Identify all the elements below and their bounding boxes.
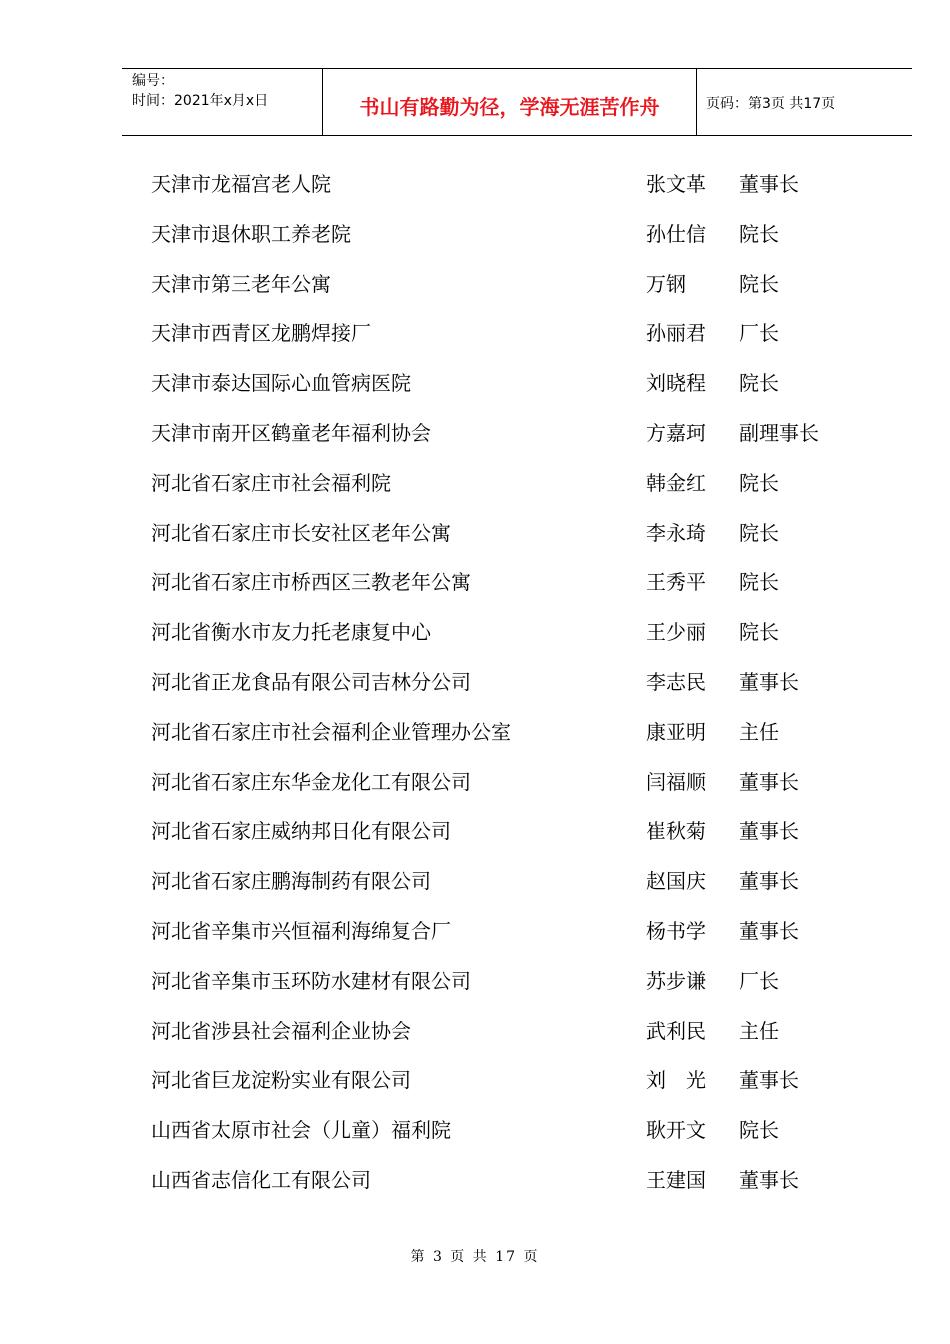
list-item [151,1007,851,1057]
person-name: 李志民 [646,669,706,694]
list-item [151,210,851,260]
organization-name: 山西省志信化工有限公司 [151,1167,371,1192]
organization-name: 山西省太原市社会（儿童）福利院 [151,1118,451,1143]
person-name: 苏步谦 [646,968,706,993]
position-title: 厂长 [739,321,779,346]
organization-name: 河北省正龙食品有限公司吉林分公司 [151,669,471,694]
organization-name: 河北省衡水市友力托老康复中心 [151,620,431,645]
header-divider [696,69,697,135]
person-name: 赵国庆 [646,869,706,894]
position-title: 院长 [739,271,779,296]
list-item [151,309,851,359]
header-page-number: 页码：第3页 共17页 [706,96,836,112]
position-title: 副理事长 [739,420,819,445]
position-title: 主任 [739,1018,779,1043]
organization-name: 河北省石家庄威纳邦日化有限公司 [151,819,451,844]
document-number-label: 编号： [132,73,174,89]
list-item [151,459,851,509]
header-meta [132,71,268,111]
person-name: 孙仕信 [646,221,706,246]
position-title: 董事长 [739,869,799,894]
organization-name: 河北省石家庄市长安社区老年公寓 [151,520,451,545]
position-title: 董事长 [739,172,799,196]
person-name: 孙丽君 [646,321,706,346]
position-title: 院长 [739,570,779,595]
person-name: 杨书学 [646,918,706,943]
position-title: 主任 [739,719,779,744]
person-name: 韩金红 [646,470,706,495]
position-title: 院长 [739,620,779,645]
position-title: 董事长 [739,669,799,694]
position-title: 院长 [739,520,779,545]
person-name: 王秀平 [646,570,706,595]
person-name: 王少丽 [646,620,706,645]
list-item [151,1156,851,1206]
position-title: 院长 [739,371,779,396]
list-item [151,758,851,808]
organization-name: 河北省石家庄市社会福利企业管理办公室 [151,719,511,744]
organization-name: 天津市退休职工养老院 [151,221,351,246]
position-title: 院长 [739,1118,779,1143]
document-time-label: 时间：2021年x月x日 [132,93,269,109]
list-item [151,359,851,409]
organization-name: 天津市南开区鹤童老年福利协会 [151,420,431,445]
position-title: 厂长 [739,968,779,993]
list-item [151,260,851,310]
organization-name: 天津市西青区龙鹏焊接厂 [151,321,371,346]
organization-name: 天津市第三老年公寓 [151,271,331,296]
position-title: 董事长 [739,1068,799,1093]
organization-name: 河北省石家庄东华金龙化工有限公司 [151,769,471,794]
list-item [151,957,851,1007]
list-item [151,907,851,957]
person-name: 王建国 [646,1167,706,1192]
person-name: 耿开文 [646,1118,706,1143]
person-name: 张文革 [646,172,706,196]
person-name: 方嘉珂 [646,420,706,445]
entry-list [151,160,851,1206]
organization-name: 河北省石家庄市社会福利院 [151,470,391,495]
organization-name: 河北省辛集市玉环防水建材有限公司 [151,968,471,993]
list-item [151,658,851,708]
organization-name: 河北省石家庄鹏海制药有限公司 [151,869,431,894]
person-name: 万钢 [646,271,686,296]
list-item [151,509,851,559]
organization-name: 河北省石家庄市桥西区三教老年公寓 [151,570,471,595]
person-name: 刘 光 [646,1068,706,1093]
list-item [151,558,851,608]
organization-name: 河北省辛集市兴恒福利海绵复合厂 [151,918,451,943]
list-item [151,608,851,658]
position-title: 董事长 [739,819,799,844]
list-item [151,409,851,459]
position-title: 董事长 [739,918,799,943]
page-footer: 第 3 页 共 17 页 [410,1249,540,1265]
person-name: 武利民 [646,1018,706,1043]
list-item [151,857,851,907]
organization-name: 天津市龙福宫老人院 [151,172,331,196]
organization-name: 河北省涉县社会福利企业协会 [151,1018,411,1043]
header-motto: 书山有路勤为径，学海无涯苦作舟 [359,95,660,119]
person-name: 刘晓程 [646,371,706,396]
list-item [151,1106,851,1156]
organization-name: 天津市泰达国际心血管病医院 [151,371,411,396]
person-name: 康亚明 [646,719,706,744]
position-title: 董事长 [739,769,799,794]
position-title: 院长 [739,221,779,246]
person-name: 李永琦 [646,520,706,545]
organization-name: 河北省巨龙淀粉实业有限公司 [151,1068,411,1093]
list-item [151,807,851,857]
list-item [151,160,851,210]
page-header [122,68,912,136]
person-name: 崔秋菊 [646,819,706,844]
person-name: 闫福顺 [646,769,706,794]
list-item [151,708,851,758]
position-title: 院长 [739,470,779,495]
position-title: 董事长 [739,1167,799,1192]
list-item [151,1056,851,1106]
